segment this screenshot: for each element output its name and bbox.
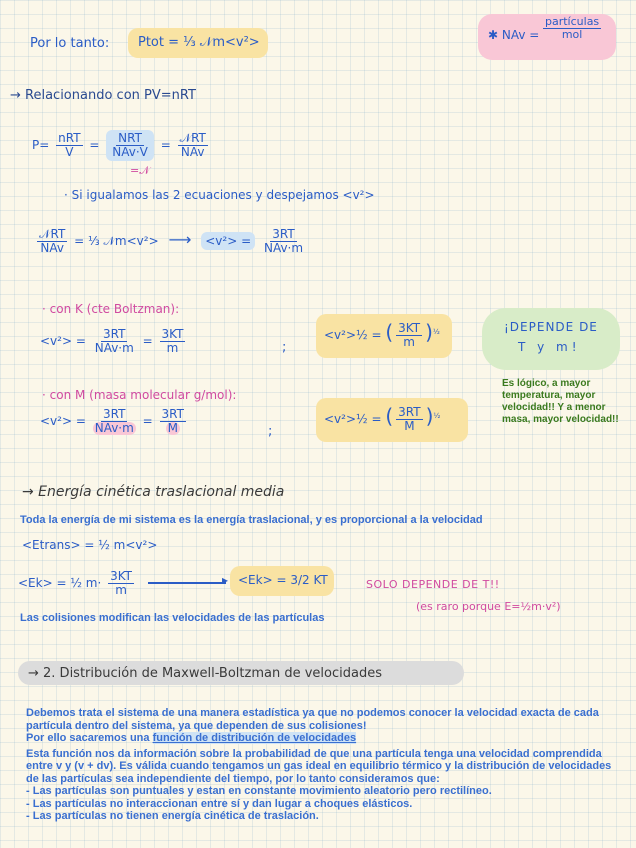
bullet-3: - Las partículas no tienen energía cinética de traslación. bbox=[26, 810, 319, 822]
distribucion-p1: Debemos trata el sistema de una manera estadística ya que no podemos conocer la velocidad exacta de cada partícula dentro del sistema, ya que dependen de sus colisiones! bbox=[26, 707, 599, 732]
solo-depende-note: SOLO DEPENDE DE T!! bbox=[366, 578, 500, 591]
fraction-den: m bbox=[403, 335, 415, 349]
distribucion-p2 bbox=[26, 732, 626, 745]
con-m-equation bbox=[40, 408, 189, 435]
fraction-num: 3RT bbox=[272, 227, 295, 241]
fraction-3kt-m bbox=[396, 322, 422, 349]
fraction-den: NAv bbox=[180, 145, 205, 160]
eq2-middle: = ⅓ 𝒩m<v²> bbox=[74, 234, 159, 249]
distribucion-title: → 2. Distribución de Maxwell-Boltzman de velocidades bbox=[28, 666, 382, 681]
ek-lhs: <Ek> = ½ m· bbox=[18, 576, 102, 591]
fraction-3rt-navm bbox=[93, 408, 136, 435]
root-exponent: ½ bbox=[433, 411, 441, 420]
fraction-nrt-v bbox=[56, 132, 82, 159]
fraction-den: NAv·m bbox=[263, 241, 304, 256]
depende-note bbox=[482, 308, 620, 370]
fraction-num: 3RT bbox=[103, 407, 126, 421]
section-relacionando-title: → Relacionando con PV=nRT bbox=[10, 88, 196, 103]
por-lo-tanto-label: Por lo tanto: bbox=[30, 36, 110, 51]
fraction-3rt-m bbox=[160, 408, 186, 435]
bullet-2: - Las partículas no interaccionan entre sí y dan lugar a choques elásticos. bbox=[26, 797, 413, 810]
fraction-3rt-navm bbox=[93, 328, 136, 355]
root-exponent: ½ bbox=[432, 327, 440, 336]
fraction-num: 3KT bbox=[398, 320, 421, 335]
fraction-num: 3RT bbox=[398, 404, 421, 419]
energia-title: → Energía cinética traslacional media bbox=[22, 484, 285, 500]
equals-sign: = bbox=[89, 138, 100, 153]
fraction-num: NRT bbox=[118, 131, 142, 145]
ptot-formula-text: Ptot = ⅓ 𝒩m<v²> bbox=[138, 35, 260, 50]
fraction-nrt-nav bbox=[37, 228, 67, 255]
fraction-den: M bbox=[167, 421, 178, 436]
root-m-highlight bbox=[316, 398, 468, 442]
fraction-nrt-nav-v bbox=[106, 130, 154, 161]
fraction-den: NAv bbox=[40, 241, 64, 256]
fraction-num: nRT bbox=[58, 131, 81, 145]
ek-equation bbox=[18, 570, 137, 597]
funcion-distribucion-highlight: función de distribución de velocidades bbox=[152, 732, 357, 744]
nav-fraction-num: partículas bbox=[545, 15, 600, 28]
nav-prefix: ✱ NAv = bbox=[488, 28, 540, 42]
n-substitution-note: =𝒩 bbox=[130, 164, 150, 177]
fraction-den: V bbox=[65, 145, 74, 160]
side-note-text: Es lógico, a mayor temperatura, mayor velocidad!! Y a menor masa, mayor velocidad!! bbox=[502, 378, 619, 425]
v2-lhs: <v²> = bbox=[40, 414, 86, 429]
fraction-3rt-m bbox=[396, 406, 422, 433]
fraction-den: NAv·V bbox=[112, 145, 148, 160]
etrans-formula: <Etrans> = ½ m<v²> bbox=[22, 538, 158, 552]
root-m-equation: <v²>½ = ( $\frac{3RT}{M}$ )$^{\frac{1}{2}}$ bbox=[324, 404, 441, 433]
energia-description: Toda la energía de mi sistema es la energía traslacional, y es proporcional a la velocidad bbox=[20, 514, 483, 526]
fraction-3kt-m bbox=[160, 328, 186, 355]
nav-fraction-den: mol bbox=[561, 28, 583, 42]
fraction-nrt-nav bbox=[178, 132, 208, 159]
pressure-equation bbox=[32, 130, 211, 161]
fraction-num: 3RT bbox=[103, 327, 126, 341]
semicolon-k: ; bbox=[282, 340, 287, 355]
right-arrow-icon: ⟶ bbox=[168, 230, 192, 250]
con-m-label: · con M (masa molecular g/mol): bbox=[42, 388, 237, 402]
equals-sign: = bbox=[142, 414, 153, 429]
equals-sign: = bbox=[160, 138, 171, 153]
fraction-den: NAv·m bbox=[94, 421, 134, 436]
fraction-num: 3KT bbox=[161, 327, 184, 341]
fraction-num: 3KT bbox=[110, 569, 133, 583]
ek-arrow-head: ▸ bbox=[222, 573, 229, 587]
root-lhs: <v²>½ = bbox=[324, 328, 382, 342]
fraction-3rt-navm bbox=[262, 228, 305, 255]
con-k-label: · con K (cte Boltzman): bbox=[42, 302, 180, 316]
p2-prefix: Por ello sacaremos una bbox=[26, 732, 153, 744]
raro-note: (es raro porque E=½m·v²) bbox=[416, 600, 561, 613]
fraction-num: 𝒩RT bbox=[39, 227, 66, 241]
fraction-num: 3RT bbox=[161, 407, 184, 421]
fraction-den: m bbox=[166, 341, 179, 356]
distribucion-p3: Esta función nos da información sobre la probabilidad de que una partícula tenga una velocidad comprendida entre v y (v + dv). Es válida cuando tengamos un gas ideal en equilibrio térmico y la distribución de velocidades de las partículas sea independiente del tiempo, por lo tanto consideramos que: bbox=[26, 747, 612, 785]
fraction-den: NAv·m bbox=[94, 341, 134, 356]
colisiones-text: Las colisiones modifican las velocidades de las partículas bbox=[20, 612, 325, 624]
root-k-highlight bbox=[316, 314, 452, 358]
v2-highlight: <v²> = bbox=[201, 232, 255, 250]
velocity-derivation bbox=[34, 228, 308, 255]
depende-line1: ¡DEPENDE DE bbox=[504, 320, 598, 334]
ptot-formula bbox=[128, 28, 268, 58]
root-k-equation: <v²>½ = ( $\frac{3KT}{m}$ )$^{\frac{1}{2}}$ bbox=[324, 320, 440, 349]
ek-result: <Ek> = 3/2 KT bbox=[238, 573, 328, 587]
nav-fraction bbox=[543, 16, 601, 41]
p-lhs: P= bbox=[32, 138, 50, 153]
bullet-1: - Las partículas son puntuales y estan en constante movimiento aleatorio pero rectilíneo. bbox=[26, 785, 492, 797]
equals-sign: = bbox=[142, 334, 153, 349]
fraction-den: m bbox=[115, 583, 127, 598]
v2-lhs: <v²> = bbox=[40, 334, 86, 349]
ek-result-highlight bbox=[230, 566, 334, 596]
fraction-den: M bbox=[404, 419, 415, 433]
root-lhs: <v²>½ = bbox=[324, 412, 382, 426]
ek-arrow-icon bbox=[148, 582, 226, 584]
nav-definition-box bbox=[478, 14, 616, 60]
depende-line2: T y m! bbox=[518, 340, 581, 354]
semicolon-m: ; bbox=[268, 424, 273, 439]
fraction-num: 𝒩RT bbox=[179, 131, 206, 145]
fraction-3kt-m bbox=[108, 570, 134, 597]
igualamos-text: · Si igualamos las 2 ecuaciones y despejamos <v²> bbox=[64, 188, 375, 202]
distribucion-text bbox=[26, 707, 626, 823]
con-k-equation bbox=[40, 328, 188, 355]
